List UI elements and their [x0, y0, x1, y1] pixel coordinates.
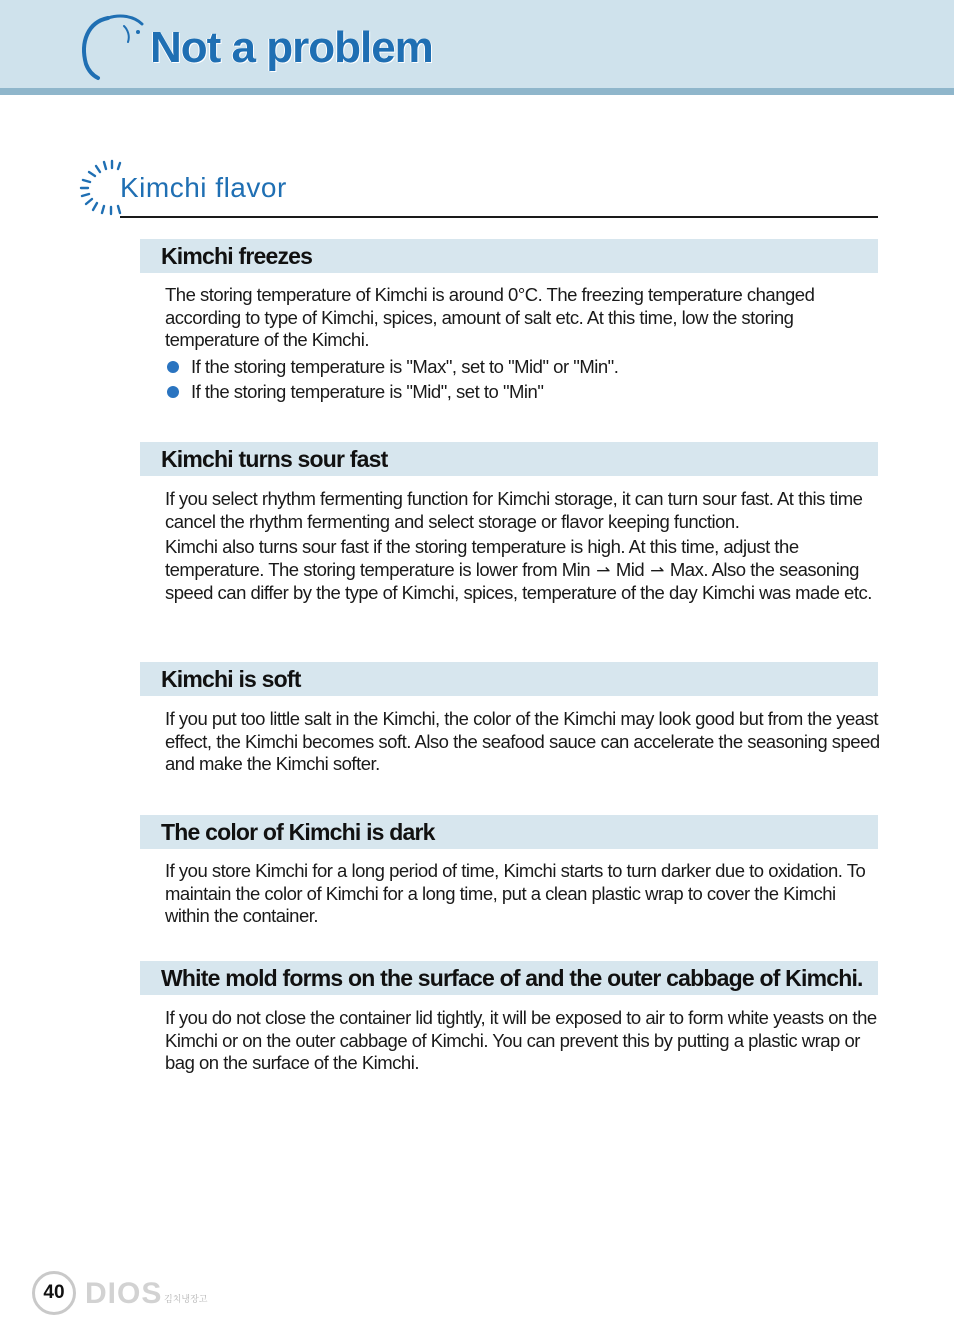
topic-paragraph: If you store Kimchi for a long period of time, Kimchi starts to turn darker due to oxidation. To maintain the color of Kimchi for a long time, put a clean plastic wrap to cover the Kimchi within the container.: [165, 860, 866, 926]
topic-header-kimchi-color-dark: [140, 815, 878, 849]
radial-burst-icon: [76, 157, 126, 219]
topic-title: Kimchi turns sour fast: [161, 446, 388, 472]
topic-title: Kimchi freezes: [161, 243, 313, 269]
list-item: [165, 379, 881, 404]
right-arrow-icon: ⇀: [596, 560, 610, 580]
topic-paragraph: If you select rhythm fermenting function for Kimchi storage, it can turn sour fast. At this time cancel the rhythm fermenting and select storage or flavor keeping function.: [165, 488, 863, 532]
topic-paragraph: Kimchi also turns sour fast if the storing temperature is high. At this time, adjust the temperature. The storing temperature is lower from Min ⇀ Mid ⇀ Max. Also the seasoning speed can differ by the type of Kimchi, spices, temperature of the day Kimchi was made etc.: [165, 536, 872, 603]
topic-header-kimchi-freezes: [140, 239, 878, 273]
header-rule: [0, 88, 954, 95]
topic-paragraph: If you put too little salt in the Kimchi, the color of the Kimchi may look good but from the yeast effect, the Kimchi becomes soft. Also the seafood sauce can accelerate the seasoning speed and make the Kimchi softer.: [165, 708, 880, 774]
brand-logo: DIOS: [85, 1277, 163, 1310]
topic-paragraph: The storing temperature of Kimchi is around 0°C. The freezing temperature changed according to type of Kimchi, spices, amount of salt etc. At this time, low the storing temperature of the Kimchi.: [165, 284, 815, 350]
topic-body-kimchi-color-dark: [165, 860, 881, 928]
bullet-list: [165, 354, 881, 404]
list-item: [165, 354, 881, 379]
topic-body-kimchi-is-soft: [165, 708, 881, 776]
topic-header-white-mold: [140, 961, 878, 995]
bullet-dot-icon: [167, 386, 179, 398]
topic-title: White mold forms on the surface of and the outer cabbage of Kimchi.: [161, 965, 863, 991]
topic-title: The color of Kimchi is dark: [161, 819, 435, 845]
crescent-logo-icon: [74, 12, 150, 82]
topic-paragraph: If you do not close the container lid tightly, it will be exposed to air to form white yeasts on the Kimchi or on the outer cabbage of Kimchi. You can prevent this by putting a plastic wrap or bag on the surface of the Kimchi.: [165, 1007, 877, 1073]
page-title: Not a problem: [150, 23, 433, 72]
topic-body-white-mold: [165, 1007, 881, 1075]
topic-title: Kimchi is soft: [161, 666, 301, 692]
page-number-badge: 40: [32, 1271, 76, 1315]
topic-header-kimchi-turns-sour: [140, 442, 878, 476]
bullet-dot-icon: [167, 361, 179, 373]
bullet-text: If the storing temperature is "Mid", set to "Min": [191, 380, 544, 402]
brand-subtitle: 김치냉장고: [164, 1294, 208, 1304]
right-arrow-icon: ⇀: [650, 560, 664, 580]
topic-body-kimchi-freezes: [165, 284, 881, 404]
bullet-text: If the storing temperature is "Max", set to "Mid" or "Min".: [191, 355, 619, 377]
topic-header-kimchi-is-soft: [140, 662, 878, 696]
section-divider: [120, 216, 878, 218]
topic-body-kimchi-turns-sour: [165, 488, 881, 605]
section-title: Kimchi flavor: [120, 172, 287, 203]
